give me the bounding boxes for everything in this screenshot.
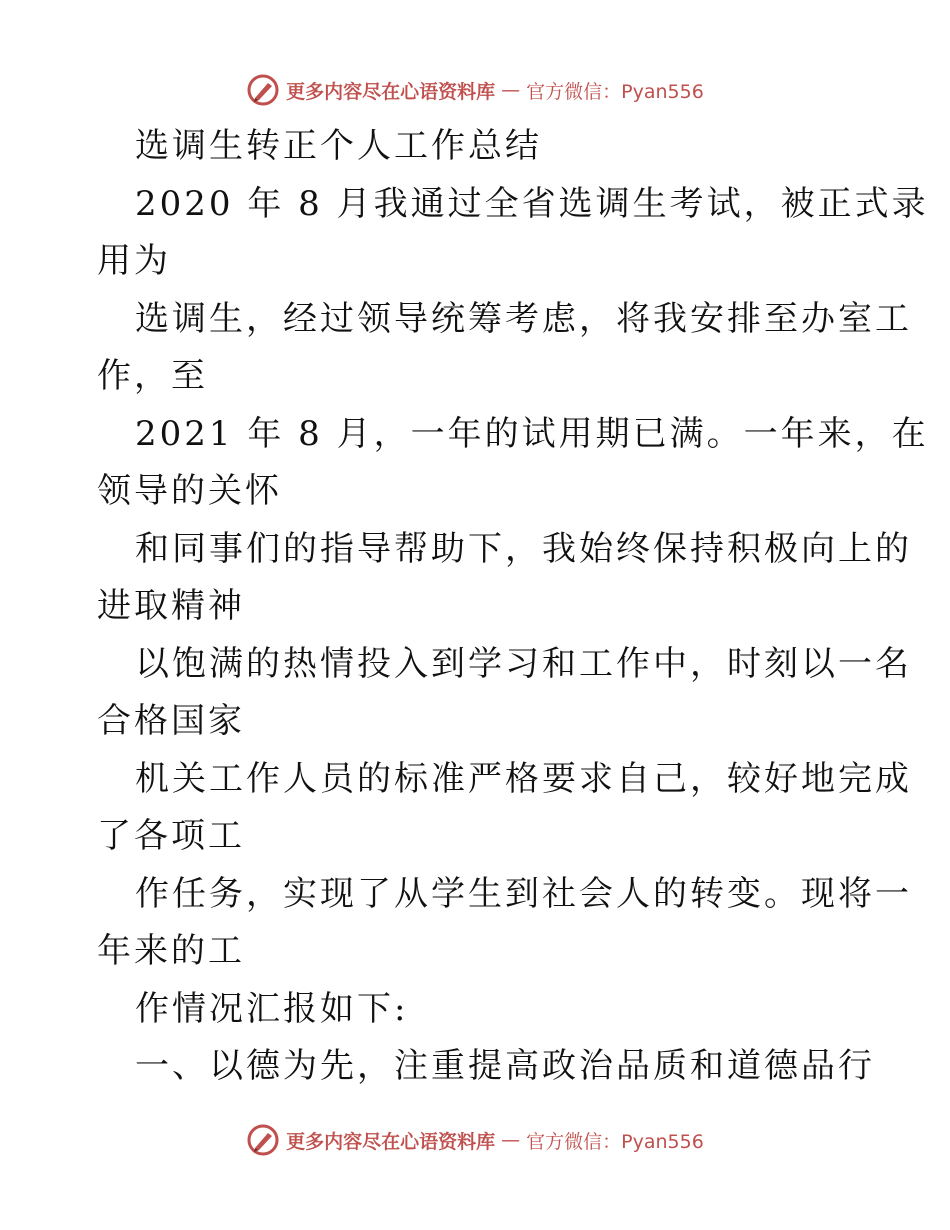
text-line: 作，至 <box>97 356 208 396</box>
text-line: 年来的工 <box>97 931 245 971</box>
watermark-separator: — <box>501 1129 521 1151</box>
text-line: 作任务，实现了从学生到社会人的转变。现将一 <box>135 873 912 914</box>
text-line: 领导的关怀 <box>97 471 282 511</box>
section-heading: 一、以德为先，注重提高政治品质和道德品行 <box>135 1046 875 1086</box>
footer-watermark <box>0 1120 950 1160</box>
text-line: 用为 <box>97 241 171 281</box>
watermark-contact-text: 官方微信：Pyan556 <box>526 1130 704 1153</box>
text-line: 2021 年 8 月，一年的试用期已满。一年来，在 <box>135 413 929 454</box>
text-line: 了各项工 <box>97 816 245 856</box>
text-line: 作情况汇报如下: <box>135 988 409 1029</box>
text-line: 和同事们的指导帮助下，我始终保持积极向上的 <box>135 528 912 569</box>
text-line: 进取精神 <box>97 586 245 626</box>
document-title: 选调生转正个人工作总结 <box>135 126 542 166</box>
text-line: 合格国家 <box>97 701 245 741</box>
watermark-brand-text: 更多内容尽在心语资料库 <box>286 80 496 103</box>
text-line: 选调生，经过领导统筹考虑，将我安排至办室工 <box>135 298 912 339</box>
text-line: 2020 年 8 月我通过全省选调生考试，被正式录 <box>135 183 929 224</box>
watermark-separator: — <box>501 79 521 101</box>
header-watermark <box>0 70 950 110</box>
text-line: 以饱满的热情投入到学习和工作中，时刻以一名 <box>135 643 912 684</box>
pen-logo-icon <box>246 1123 280 1157</box>
document-body <box>97 118 929 1096</box>
watermark-contact-text: 官方微信：Pyan556 <box>526 80 704 103</box>
watermark-brand-text: 更多内容尽在心语资料库 <box>286 1130 496 1153</box>
pen-logo-icon <box>246 73 280 107</box>
text-line: 机关工作人员的标准严格要求自己，较好地完成 <box>135 758 912 799</box>
